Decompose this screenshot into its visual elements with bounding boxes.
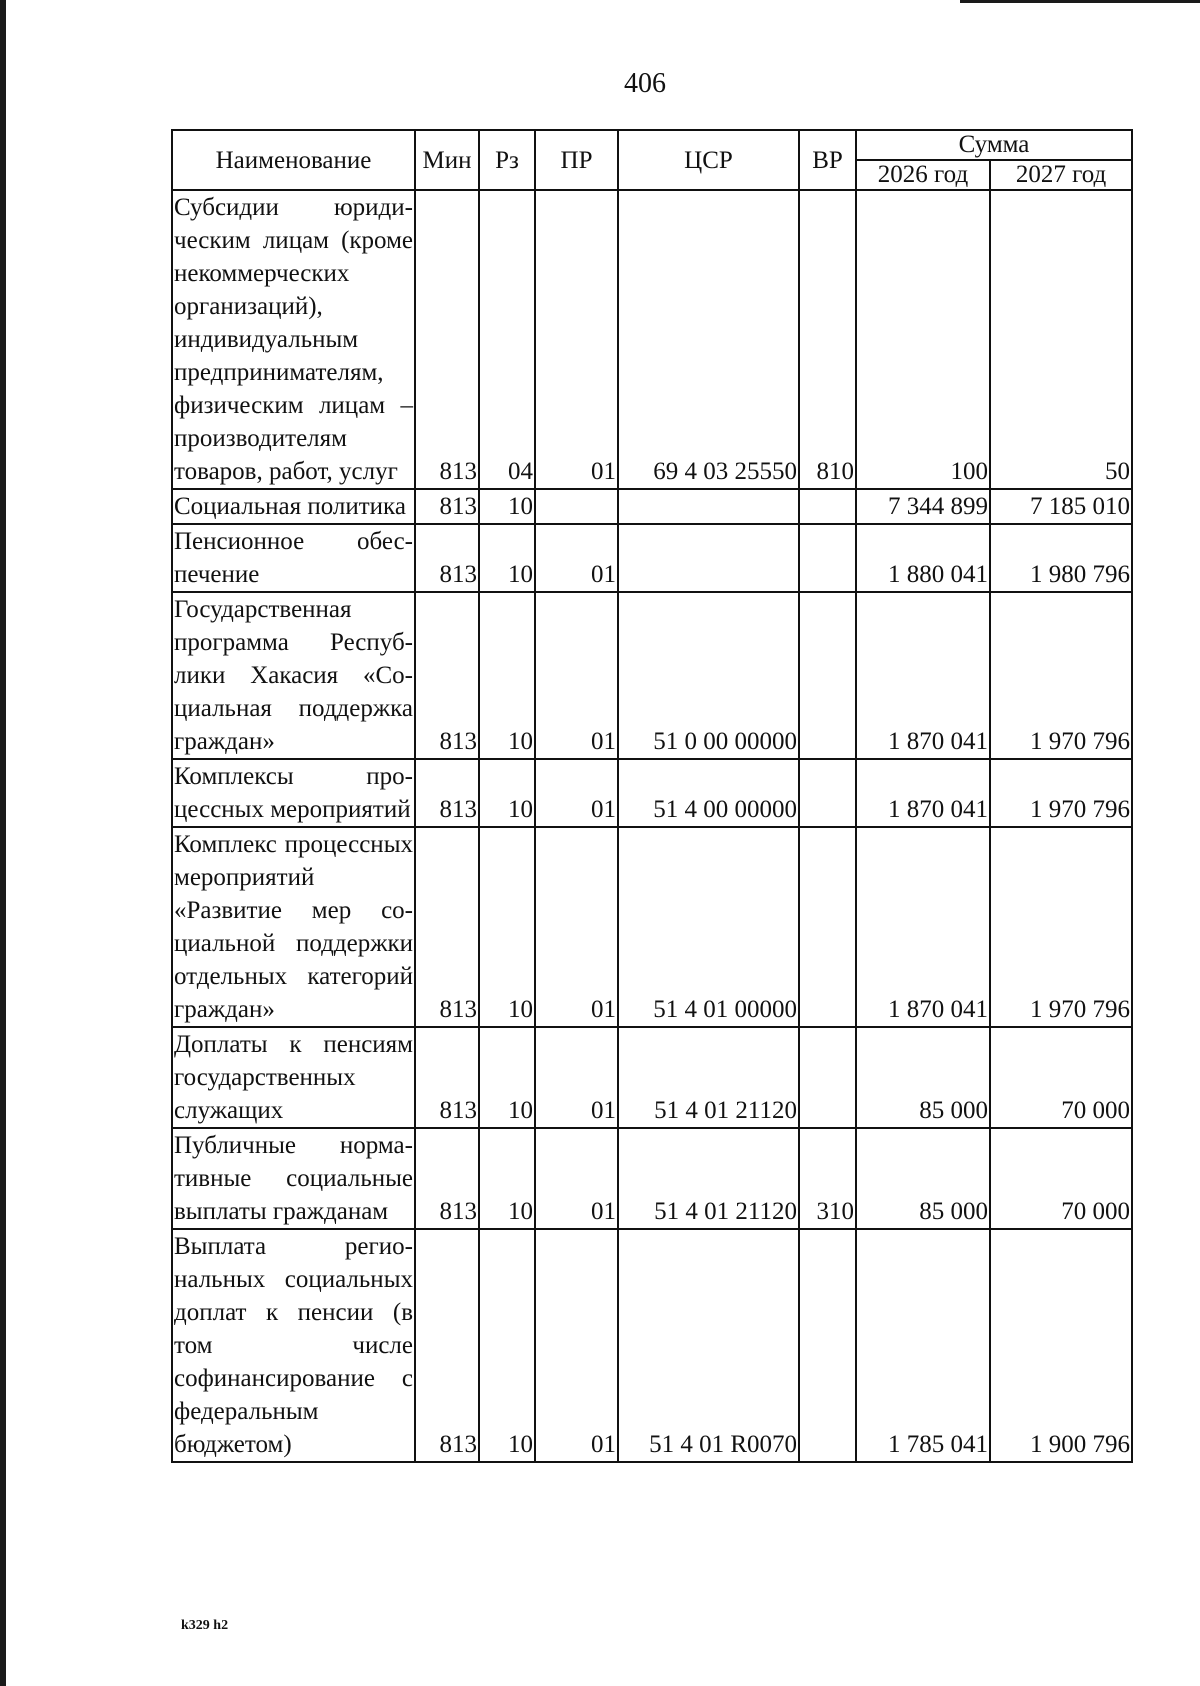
- header-rz: Рз: [479, 130, 535, 190]
- row-vr: 810: [799, 190, 856, 489]
- table-row: [172, 524, 1132, 592]
- row-rz: 10: [479, 759, 535, 827]
- row-pr: 01: [535, 190, 618, 489]
- row-min: 813: [415, 759, 479, 827]
- row-rz: 10: [479, 489, 535, 524]
- row-vr: [799, 827, 856, 1027]
- table-row: [172, 592, 1132, 759]
- row-rz: 10: [479, 827, 535, 1027]
- row-name: Выплата региональных социальных доплат к пенсии (в том числе софинансирование с федеральным бюджетом): [172, 1229, 415, 1462]
- row-csr: 69 4 03 25550: [618, 190, 799, 489]
- row-sum-2026: 7 344 899: [856, 489, 990, 524]
- header-year-2026: 2026 год: [856, 160, 990, 190]
- row-pr: 01: [535, 827, 618, 1027]
- row-rz: 10: [479, 1128, 535, 1229]
- row-min: 813: [415, 827, 479, 1027]
- row-pr: [535, 489, 618, 524]
- row-min: 813: [415, 592, 479, 759]
- row-csr: 51 4 01 00000: [618, 827, 799, 1027]
- row-rz: 04: [479, 190, 535, 489]
- table-row: [172, 1229, 1132, 1462]
- row-sum-2027: 1 970 796: [990, 592, 1132, 759]
- row-vr: [799, 592, 856, 759]
- header-csr: ЦСР: [618, 130, 799, 190]
- table-row: [172, 1027, 1132, 1128]
- row-sum-2027: 1 970 796: [990, 759, 1132, 827]
- row-csr: [618, 524, 799, 592]
- row-name: Комплекс процессных мероприятий «Развитие мер социальной поддержки отдельных категорий граждан»: [172, 827, 415, 1027]
- row-min: 813: [415, 489, 479, 524]
- row-sum-2026: 1 880 041: [856, 524, 990, 592]
- row-csr: 51 4 00 00000: [618, 759, 799, 827]
- row-vr: [799, 524, 856, 592]
- header-min: Мин: [415, 130, 479, 190]
- row-csr: 51 4 01 21120: [618, 1027, 799, 1128]
- row-name: Доплаты к пенсиям государственных служащих: [172, 1027, 415, 1128]
- row-name: Государственная программа Республики Хакасия «Социальная поддержка граждан»: [172, 592, 415, 759]
- table-row: [172, 190, 1132, 489]
- page-number: 406: [624, 68, 666, 99]
- table-row: [172, 827, 1132, 1027]
- row-sum-2026: 85 000: [856, 1128, 990, 1229]
- row-rz: 10: [479, 592, 535, 759]
- row-name: Социальная политика: [172, 489, 415, 524]
- header-pr: ПР: [535, 130, 618, 190]
- row-min: 813: [415, 1027, 479, 1128]
- header-name: Наименование: [172, 130, 415, 190]
- row-rz: 10: [479, 524, 535, 592]
- row-rz: 10: [479, 1027, 535, 1128]
- row-csr: 51 0 00 00000: [618, 592, 799, 759]
- row-pr: 01: [535, 524, 618, 592]
- row-sum-2027: 70 000: [990, 1027, 1132, 1128]
- row-pr: 01: [535, 759, 618, 827]
- row-csr: 51 4 01 21120: [618, 1128, 799, 1229]
- row-csr: [618, 489, 799, 524]
- header-vr: ВР: [799, 130, 856, 190]
- row-rz: 10: [479, 1229, 535, 1462]
- row-sum-2026: 1 870 041: [856, 592, 990, 759]
- budget-table: [171, 129, 1133, 1463]
- row-sum-2027: 50: [990, 190, 1132, 489]
- row-name: Субсидии юридическим лицам (кроме некоммерческих организаций), индивидуальным предпринимателям, физическим лицам – производителям товаров, работ, услуг: [172, 190, 415, 489]
- row-min: 813: [415, 190, 479, 489]
- row-sum-2027: 70 000: [990, 1128, 1132, 1229]
- page-edge-left: [0, 0, 6, 1686]
- row-vr: [799, 489, 856, 524]
- row-sum-2027: 1 970 796: [990, 827, 1132, 1027]
- row-sum-2026: 1 785 041: [856, 1229, 990, 1462]
- row-sum-2026: 1 870 041: [856, 759, 990, 827]
- row-name: Комплексы процессных мероприятий: [172, 759, 415, 827]
- row-name: Пенсионное обеспечение: [172, 524, 415, 592]
- row-pr: 01: [535, 1128, 618, 1229]
- row-vr: [799, 759, 856, 827]
- row-sum-2026: 85 000: [856, 1027, 990, 1128]
- row-min: 813: [415, 524, 479, 592]
- row-sum-2027: 7 185 010: [990, 489, 1132, 524]
- row-name: Публичные нормативные социальные выплаты гражданам: [172, 1128, 415, 1229]
- row-pr: 01: [535, 1027, 618, 1128]
- row-min: 813: [415, 1229, 479, 1462]
- footer-code: k329 h2: [181, 1618, 229, 1633]
- row-vr: [799, 1229, 856, 1462]
- table-body: [172, 190, 1132, 1462]
- row-csr: 51 4 01 R0070: [618, 1229, 799, 1462]
- header-sum: Сумма: [856, 130, 1132, 160]
- row-sum-2027: 1 980 796: [990, 524, 1132, 592]
- header-year-2027: 2027 год: [990, 160, 1132, 190]
- table-row: [172, 1128, 1132, 1229]
- row-min: 813: [415, 1128, 479, 1229]
- row-sum-2026: 1 870 041: [856, 827, 990, 1027]
- row-vr: 310: [799, 1128, 856, 1229]
- row-pr: 01: [535, 1229, 618, 1462]
- table-header: [172, 130, 1132, 190]
- table-row: [172, 489, 1132, 524]
- row-vr: [799, 1027, 856, 1128]
- row-sum-2027: 1 900 796: [990, 1229, 1132, 1462]
- row-pr: 01: [535, 592, 618, 759]
- page-edge-top: [960, 0, 1200, 3]
- row-sum-2026: 100: [856, 190, 990, 489]
- table-row: [172, 759, 1132, 827]
